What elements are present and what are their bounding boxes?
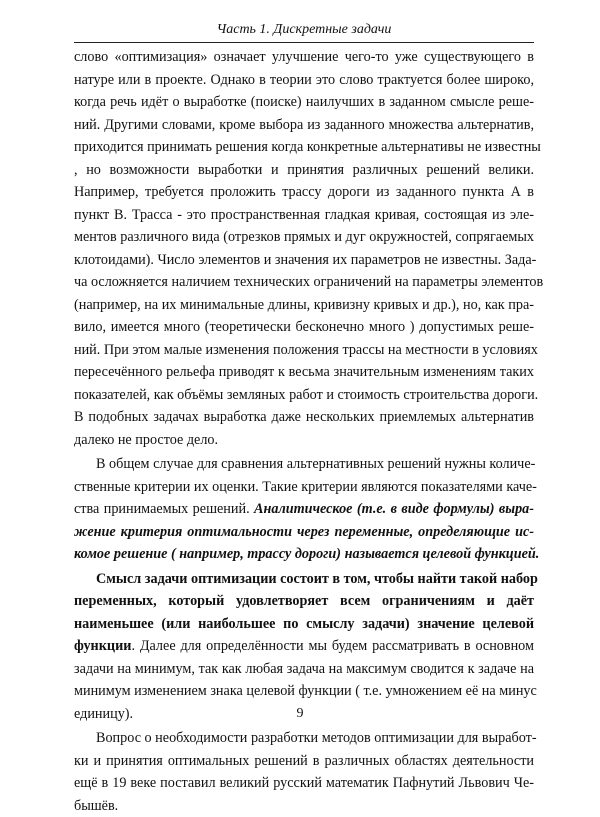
paragraph	[74, 727, 534, 817]
text-run: минимум изменением знака целевой функции ( т.е. умножением её на минус	[74, 683, 537, 699]
text-run: ний. Другими словами, кроме выбора из заданного множества альтернатив,	[74, 117, 534, 133]
emphasized-text: наименьшее (или наибольшее по смыслу задачи) значение целевой	[74, 616, 534, 632]
header-rule	[74, 42, 534, 43]
text-line	[74, 613, 534, 636]
text-line	[74, 521, 534, 544]
text-run: слово «оптимизация» означает улучшение чего-то уже существующего в	[74, 49, 534, 65]
text-line	[74, 453, 534, 476]
paragraph	[74, 46, 534, 451]
text-line	[74, 204, 534, 227]
page-number: 9	[0, 706, 600, 722]
text-run: Например, требуется проложить трассу дороги из заданного пункта А в	[74, 184, 534, 200]
text-run: далеко не простое дело.	[74, 432, 218, 448]
text-line	[74, 406, 534, 429]
text-line	[74, 46, 534, 69]
text-line	[74, 590, 534, 613]
text-run: ещё в 19 веке поставил великий русский математик Пафнутий Львович Че-	[74, 775, 534, 791]
text-run: когда речь идёт о выработке (поиске) наилучших в заданном смысле реше-	[74, 94, 534, 110]
text-run: В общем случае для сравнения альтернативных решений нужны количе-	[96, 456, 535, 472]
text-line	[74, 249, 534, 272]
text-line	[74, 680, 534, 703]
text-run: , но возможности выработки и принятия различных решений велики.	[74, 162, 534, 178]
text-line	[74, 69, 534, 92]
running-header: Часть 1. Дискретные задачи	[74, 20, 534, 40]
text-line	[74, 727, 534, 750]
text-line	[74, 384, 534, 407]
text-run: пересечённого рельефа приводят к весьма значительным изменениям таких	[74, 364, 534, 380]
emphasized-text: переменных, который удовлетворяет всем ограничениям и даёт	[74, 593, 534, 609]
emphasized-text: функции	[74, 638, 131, 654]
emphasized-text: Аналитическое (т.е. в виде формулы) выра-	[254, 501, 534, 517]
text-run: клотоидами). Число элементов и значения их параметров не известны. Зада-	[74, 252, 536, 268]
text-line	[74, 294, 534, 317]
text-run: ча осложняется наличием технических ограничений на параметры элементов	[74, 274, 543, 290]
text-line	[74, 316, 534, 339]
text-run: бышёв.	[74, 798, 118, 814]
text-run: показателей, как объёмы земляных работ и стоимость строительства дороги.	[74, 387, 538, 403]
text-run: единицу).	[74, 706, 133, 722]
text-line	[74, 795, 534, 817]
text-line	[74, 543, 534, 566]
text-line	[74, 568, 534, 591]
text-line	[74, 114, 534, 137]
text-run: ментов различного вида (отрезков прямых и дуг окружностей, сопрягаемых	[74, 229, 534, 245]
text-line	[74, 635, 534, 658]
paragraph	[74, 568, 534, 726]
text-line	[74, 91, 534, 114]
text-run: приходится принимать решения когда конкретные альтернативы не известны	[74, 139, 541, 155]
paragraph	[74, 453, 534, 566]
text-run: . Далее для определённости мы будем рассматривать в основном	[131, 638, 534, 654]
emphasized-text: жение критерия оптимальности через переменные, определяющие ис-	[74, 524, 534, 540]
text-run: (например, на их минимальные длины, кривизну кривых и др.), но, как пра-	[74, 297, 534, 313]
text-line	[74, 361, 534, 384]
text-line	[74, 181, 534, 204]
text-run: ний. При этом малые изменения положения трассы на местности в условиях	[74, 342, 538, 358]
text-run: вило, имеется много (теоретически бесконечно много ) допустимых реше-	[74, 319, 534, 335]
text-line	[74, 476, 534, 499]
text-run: задачи на минимум, так как любая задача на максимум сводится к задаче на	[74, 661, 534, 677]
text-run: ства принимаемых решений.	[74, 501, 254, 517]
text-run: Вопрос о необходимости разработки методов оптимизации для выработ-	[96, 730, 537, 746]
text-run: ки и принятия оптимальных решений в различных областях деятельности	[74, 753, 534, 769]
text-line	[74, 271, 534, 294]
text-line	[74, 772, 534, 795]
text-line	[74, 159, 534, 182]
text-run: В подобных задачах выработка даже нескольких приемлемых альтернатив	[74, 409, 534, 425]
emphasized-text: комое решение ( например, трассу дороги) называется целевой функцией.	[74, 546, 539, 562]
text-run: ственные критерии их оценки. Такие критерии являются показателями каче-	[74, 479, 537, 495]
text-line	[74, 429, 534, 452]
text-line	[74, 750, 534, 773]
page-body	[74, 46, 534, 817]
emphasized-text: Смысл задачи оптимизации состоит в том, чтобы найти такой набор	[96, 571, 538, 587]
text-line	[74, 136, 534, 159]
text-line	[74, 658, 534, 681]
text-run: натуре или в проекте. Однако в теории это слово трактуется более широко,	[74, 72, 534, 88]
text-line	[74, 498, 534, 521]
text-run: пункт В. Трасса - это пространственная гладкая кривая, состоящая из эле-	[74, 207, 534, 223]
text-line	[74, 339, 534, 362]
text-line	[74, 226, 534, 249]
